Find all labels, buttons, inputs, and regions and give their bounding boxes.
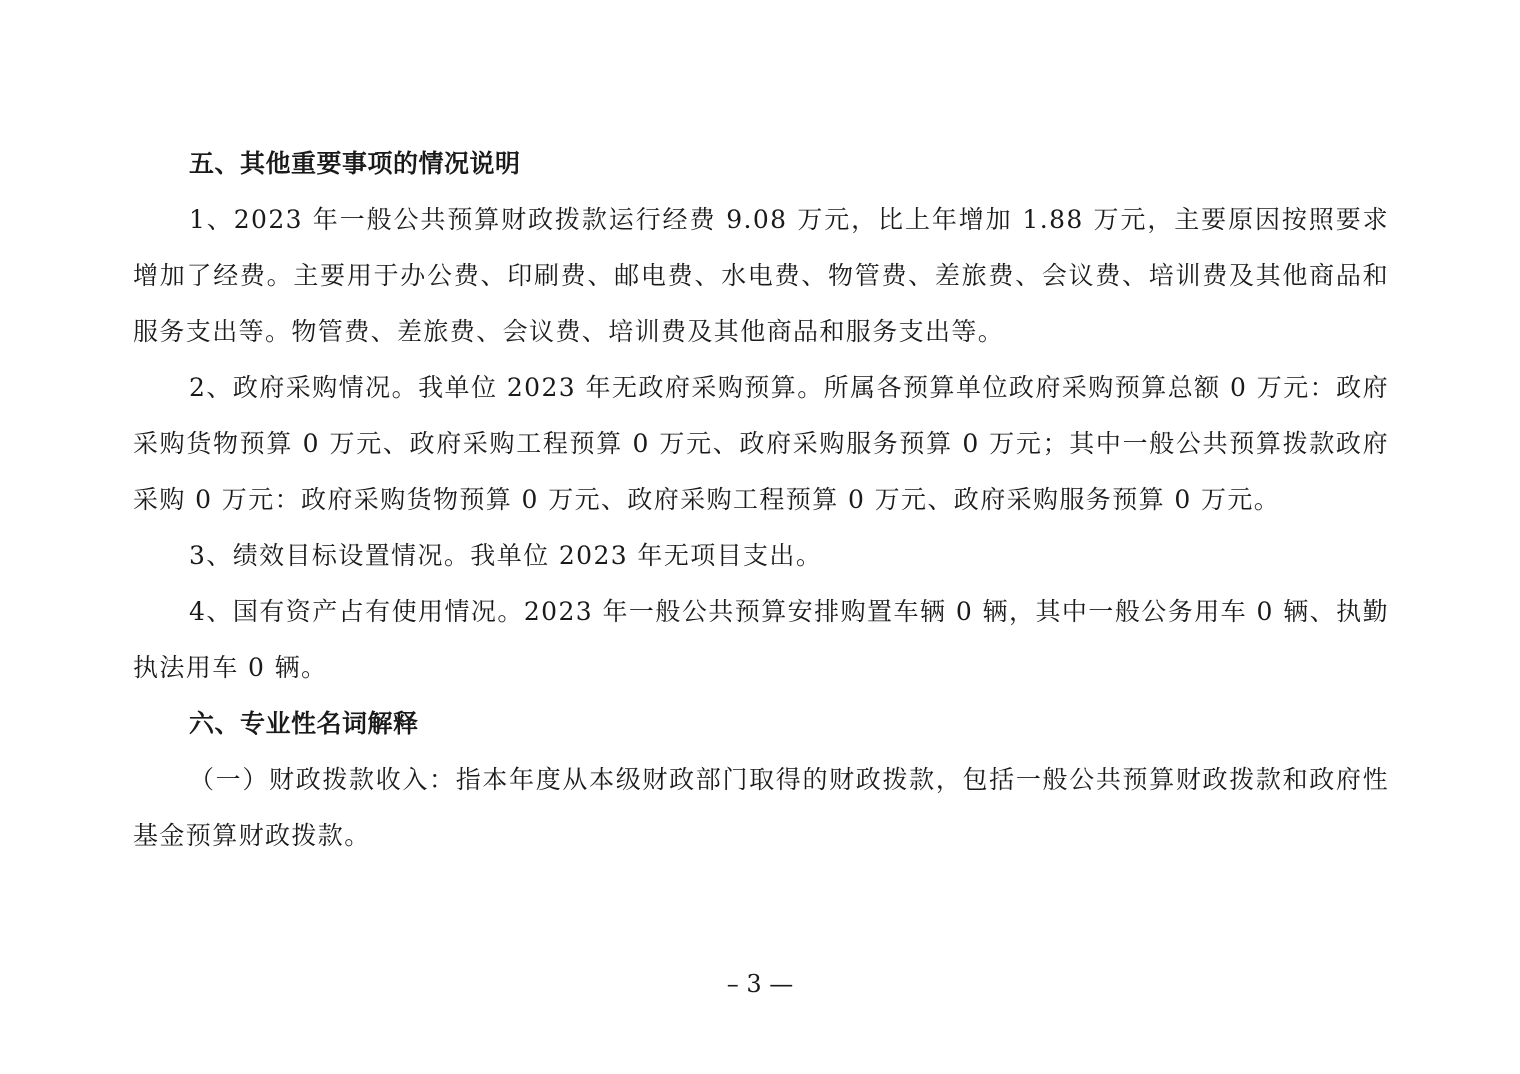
document-body: [133, 136, 1389, 864]
section-heading-terminology: 六、专业性名词解释: [189, 709, 419, 738]
paragraph-performance-targets: 3、绩效目标设置情况。我单位 2023 年无项目支出。: [189, 541, 823, 570]
section-heading-other-matters: 五、其他重要事项的情况说明: [189, 149, 521, 178]
page-number: – 3 —: [726, 970, 794, 998]
paragraph-fiscal-appropriation-income: （一）财政拨款收入：指本年度从本级财政部门取得的财政拨款，包括一般公共预算财政拨款和政府性基金预算财政拨款。: [133, 765, 1389, 850]
paragraph-state-assets: 4、国有资产占有使用情况。2023 年一般公共预算安排购置车辆 0 辆，其中一般公务用车 0 辆、执勤执法用车 0 辆。: [133, 597, 1389, 682]
paragraph-operating-expenses: 1、2023 年一般公共预算财政拨款运行经费 9.08 万元，比上年增加 1.88 万元，主要原因按照要求增加了经费。主要用于办公费、印刷费、邮电费、水电费、物管费、差旅费、会议费、培训费及其他商品和服务支出等。物管费、差旅费、会议费、培训费及其他商品和服务支出等。: [133, 205, 1389, 346]
paragraph-government-procurement: 2、政府采购情况。我单位 2023 年无政府采购预算。所属各预算单位政府采购预算总额 0 万元：政府采购货物预算 0 万元、政府采购工程预算 0 万元、政府采购服务预算 0 万元；其中一般公共预算拨款政府采购 0 万元：政府采购货物预算 0 万元、政府采购工程预算 0 万元、政府采购服务预算 0 万元。: [133, 373, 1389, 514]
